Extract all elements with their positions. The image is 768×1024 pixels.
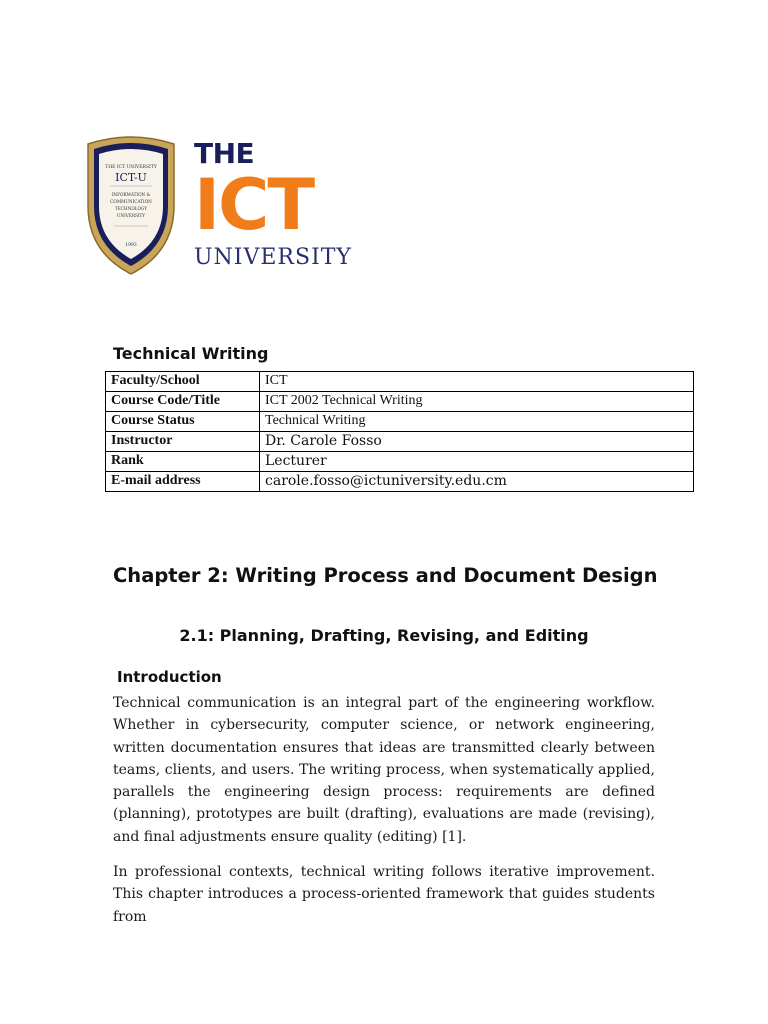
table-row xyxy=(106,472,694,492)
table-row xyxy=(106,392,694,412)
row-label: Course Status xyxy=(106,412,260,432)
table-row xyxy=(106,432,694,452)
row-label: Rank xyxy=(106,452,260,472)
wordmark-ict: ICT xyxy=(194,164,314,246)
table-row xyxy=(106,372,694,392)
wordmark xyxy=(194,137,352,270)
row-value: ICT xyxy=(260,372,694,392)
body-paragraph: In professional contexts, technical writing follows iterative improvement. This chapter introduces a process-oriented framework that guides students from xyxy=(113,864,655,925)
row-label: Faculty/School xyxy=(106,372,260,392)
crest-line: THE ICT UNIVERSITY xyxy=(105,165,157,170)
crest-line: UNIVERSITY xyxy=(116,213,146,218)
chapter-heading: Chapter 2: Writing Process and Document Design xyxy=(113,564,658,587)
wordmark-the: THE xyxy=(194,137,255,170)
crest-line: COMMUNICATION xyxy=(110,199,152,204)
table-row xyxy=(106,452,694,472)
section-heading: 2.1: Planning, Drafting, Revising, and Editing xyxy=(179,626,589,645)
row-value: Lecturer xyxy=(260,452,694,472)
row-value: ICT 2002 Technical Writing xyxy=(260,392,694,412)
row-label: Instructor xyxy=(106,432,260,452)
university-crest-icon xyxy=(80,134,182,276)
introduction-heading: Introduction xyxy=(117,668,222,686)
course-title: Technical Writing xyxy=(113,344,269,363)
row-label: E-mail address xyxy=(106,472,260,492)
crest-line: INFORMATION & xyxy=(111,192,151,197)
body-paragraph: Technical communication is an integral part of the engineering workflow. Whether in cybersecurity, computer science, or network engineering, written documentation ensures that ideas are transmitted clearly between teams, clients, and users. The writing process, when systematically applied, parallels the engineering design process: requirements are defined (planning), prototypes are built (drafting), evaluations are made (revising), and final adjustments ensure quality (editing) [1]. xyxy=(113,695,655,845)
crest-line: TECHNOLOGY xyxy=(114,206,148,211)
email-value[interactable]: carole.fosso@ictuniversity.edu.cm xyxy=(260,472,694,492)
course-info-table xyxy=(105,371,694,492)
ict-university-logo xyxy=(80,134,352,276)
table-row xyxy=(106,412,694,432)
row-value: Dr. Carole Fosso xyxy=(260,432,694,452)
wordmark-university: UNIVERSITY xyxy=(194,245,352,270)
crest-line: ICT-U xyxy=(115,171,147,184)
row-value: Technical Writing xyxy=(260,412,694,432)
row-label: Course Code/Title xyxy=(106,392,260,412)
crest-line: 1993 xyxy=(125,243,137,248)
